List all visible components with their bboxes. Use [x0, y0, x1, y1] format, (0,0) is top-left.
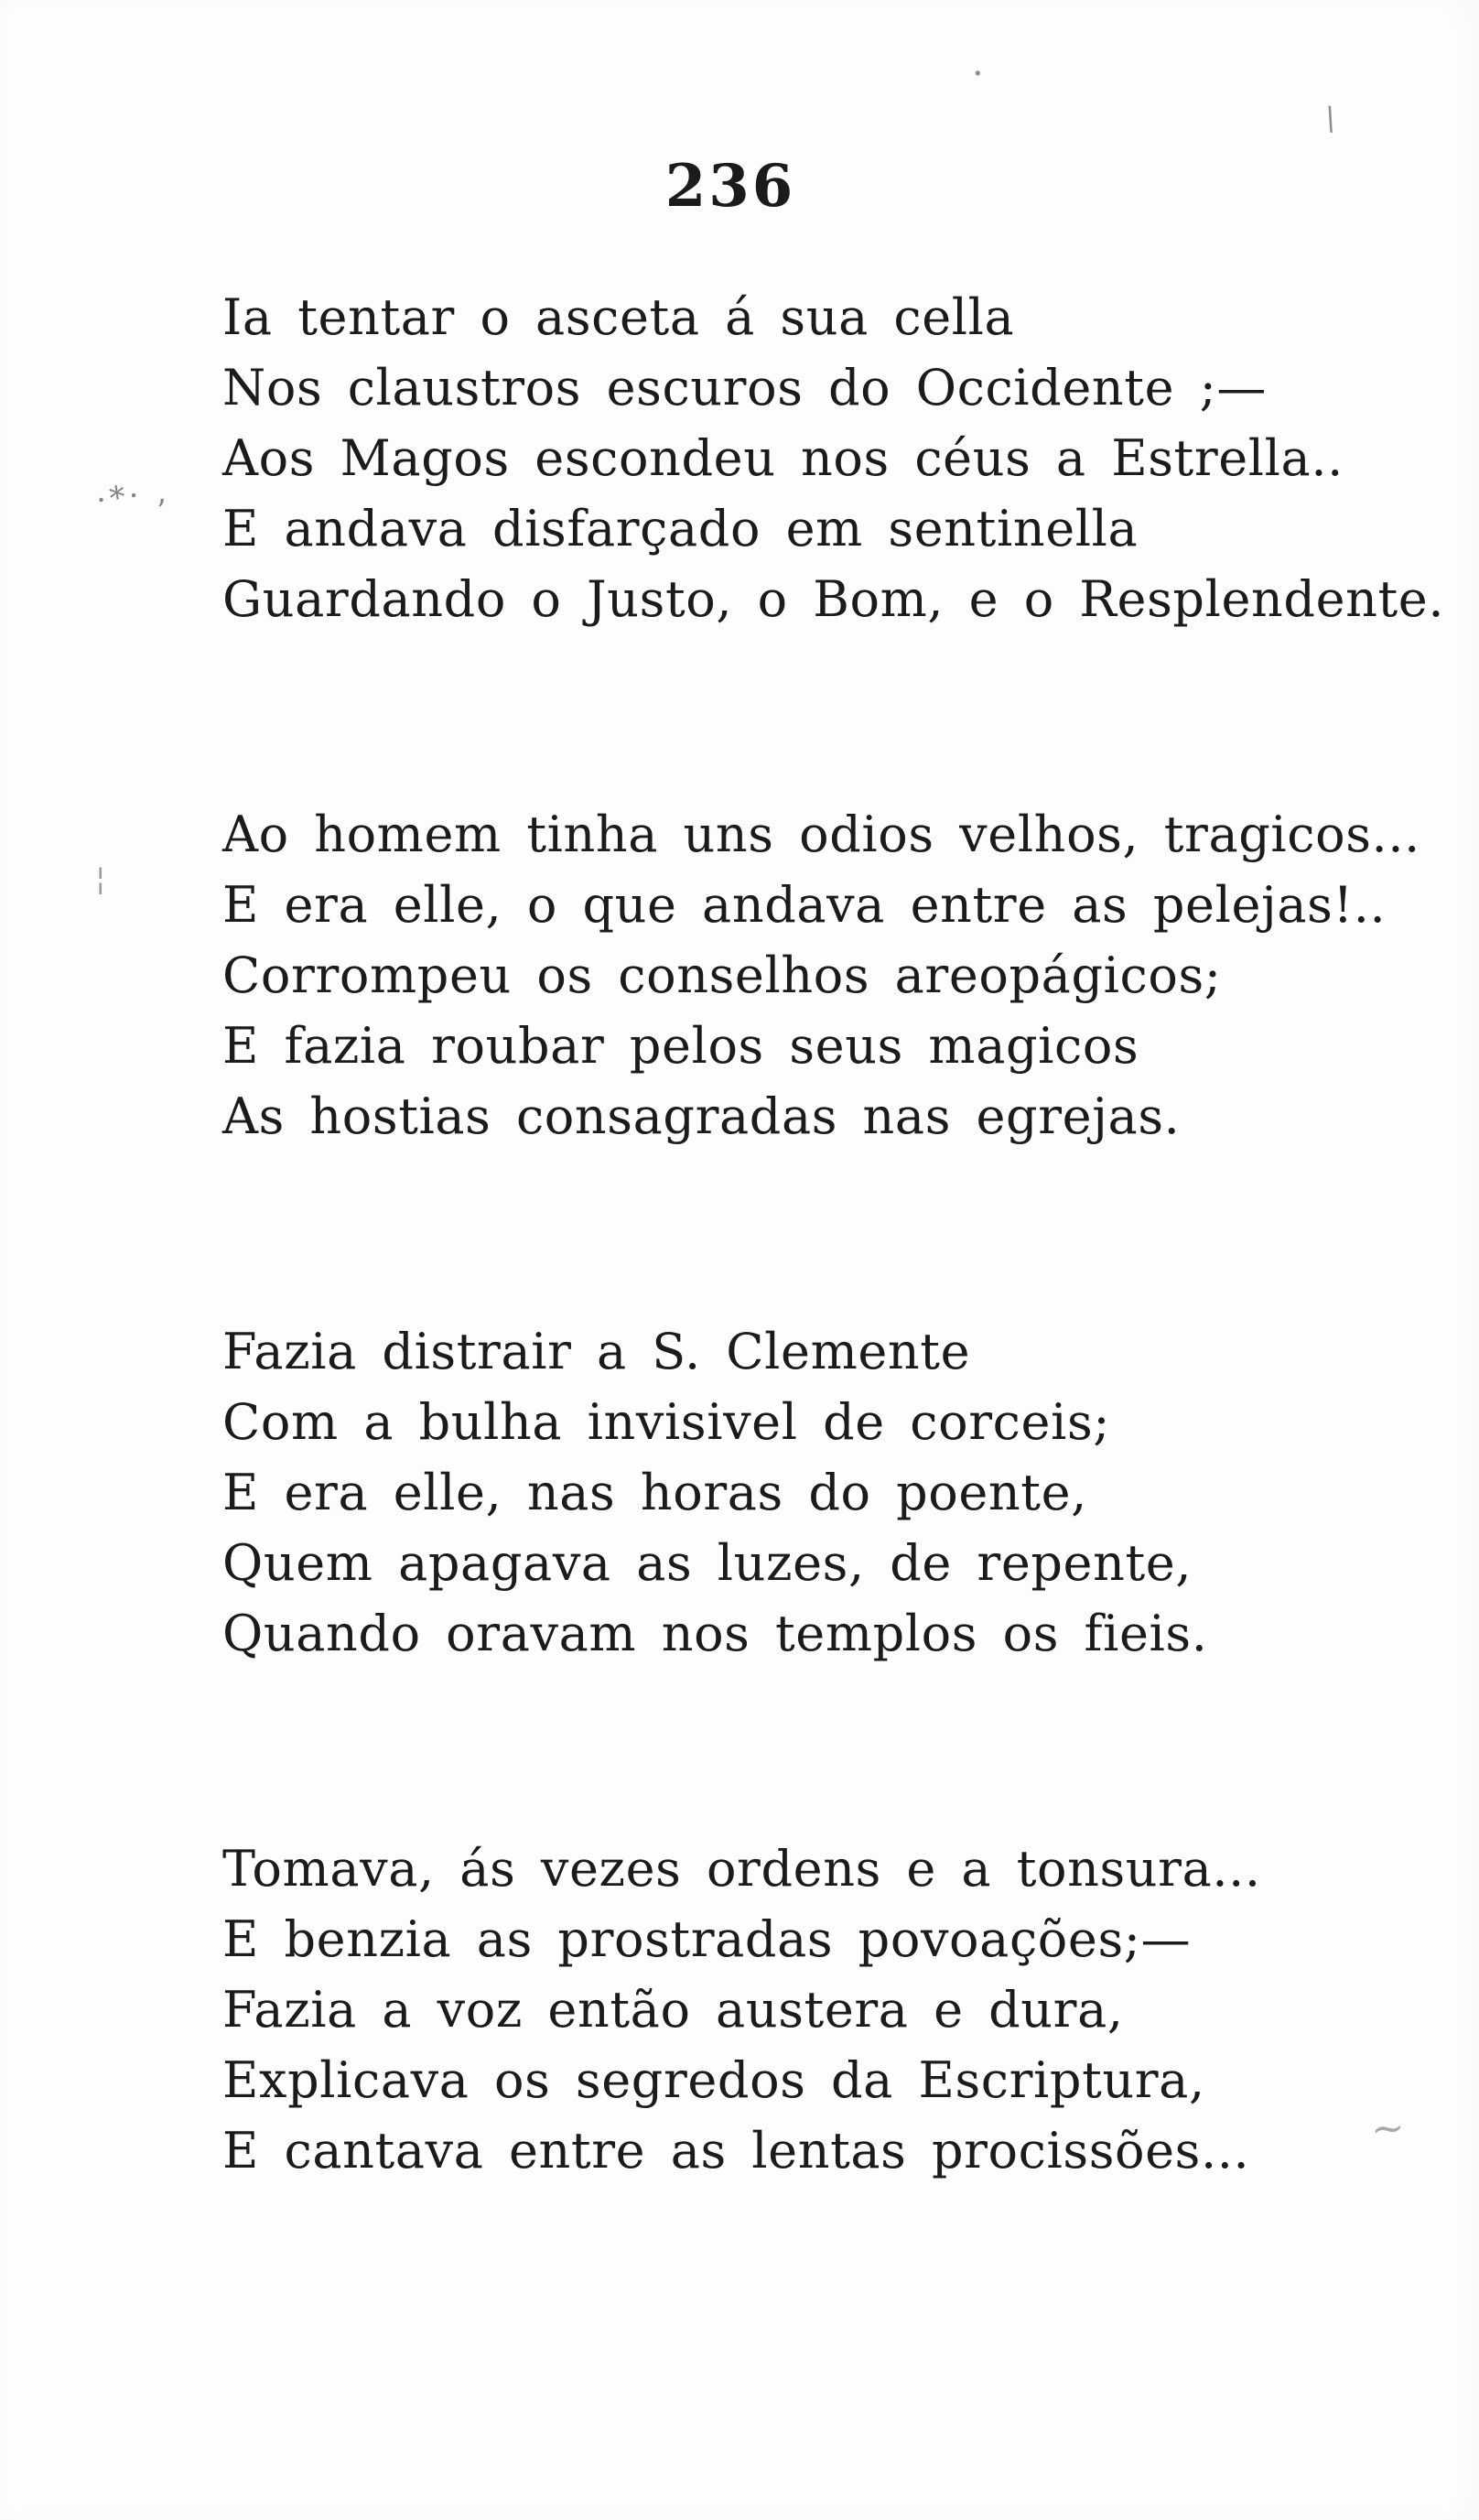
poem-line: As hostias consagradas nas egrejas.	[222, 1087, 1181, 1145]
poem-line: Aos Magos escondeu nos céus a Estrella..	[222, 429, 1344, 487]
poem-line: E benzia as prostradas povoações;—	[222, 1910, 1192, 1968]
poem-line: E cantava entre as lentas procissões...	[222, 2122, 1250, 2179]
stanza-2	[222, 799, 1420, 1152]
poem-line: Quem apagava as luzes, de repente,	[222, 1534, 1193, 1592]
poem-line: E andava disfarçado em sentinella	[222, 500, 1139, 557]
poem-line: Fazia distrair a S. Clemente	[222, 1323, 971, 1380]
stanza-4	[222, 1833, 1369, 2186]
poem-line: Explicava os segredos da Escriptura,	[222, 2051, 1205, 2109]
stanza-3	[222, 1316, 1369, 1669]
poem-line: Corrompeu os conselhos areopágicos;	[222, 946, 1222, 1004]
poem-line: E era elle, o que andava entre as pelejas!..	[222, 876, 1387, 934]
poem-line: Nos claustros escuros do Occidente ;—	[222, 359, 1268, 416]
poem-line: Guardando o Justo, o Bom, e o Resplendente.	[222, 570, 1445, 628]
poem-line: E fazia roubar pelos seus magicos	[222, 1017, 1139, 1075]
poem-line: Quando oravam nos templos os fieis.	[222, 1605, 1208, 1662]
poem-line: Ao homem tinha uns odios velhos, tragicos...	[222, 806, 1420, 863]
poem-line: Fazia a voz então austera e dura,	[222, 1981, 1124, 2039]
poem-line: Tomava, ás vezes ordens e a tonsura...	[222, 1840, 1261, 1898]
poem-line: Ia tentar o asceta á sua cella	[222, 288, 1015, 346]
scan-mark-bottom-right: ~	[1369, 2104, 1407, 2154]
poem-line: Com a bulha invisivel de corceis;	[222, 1393, 1111, 1451]
stanza-1	[222, 282, 1445, 634]
margin-annotation-mark: ·*· ,	[93, 472, 172, 520]
scan-mark-left-margin: ¦	[95, 860, 106, 897]
page-number: 236	[664, 152, 796, 221]
poem-line: E era elle, nas horas do poente,	[222, 1464, 1087, 1521]
scan-mark-top-right: \	[1321, 100, 1341, 138]
poem	[0, 282, 1479, 2186]
scan-speck-top: ·	[972, 53, 984, 95]
